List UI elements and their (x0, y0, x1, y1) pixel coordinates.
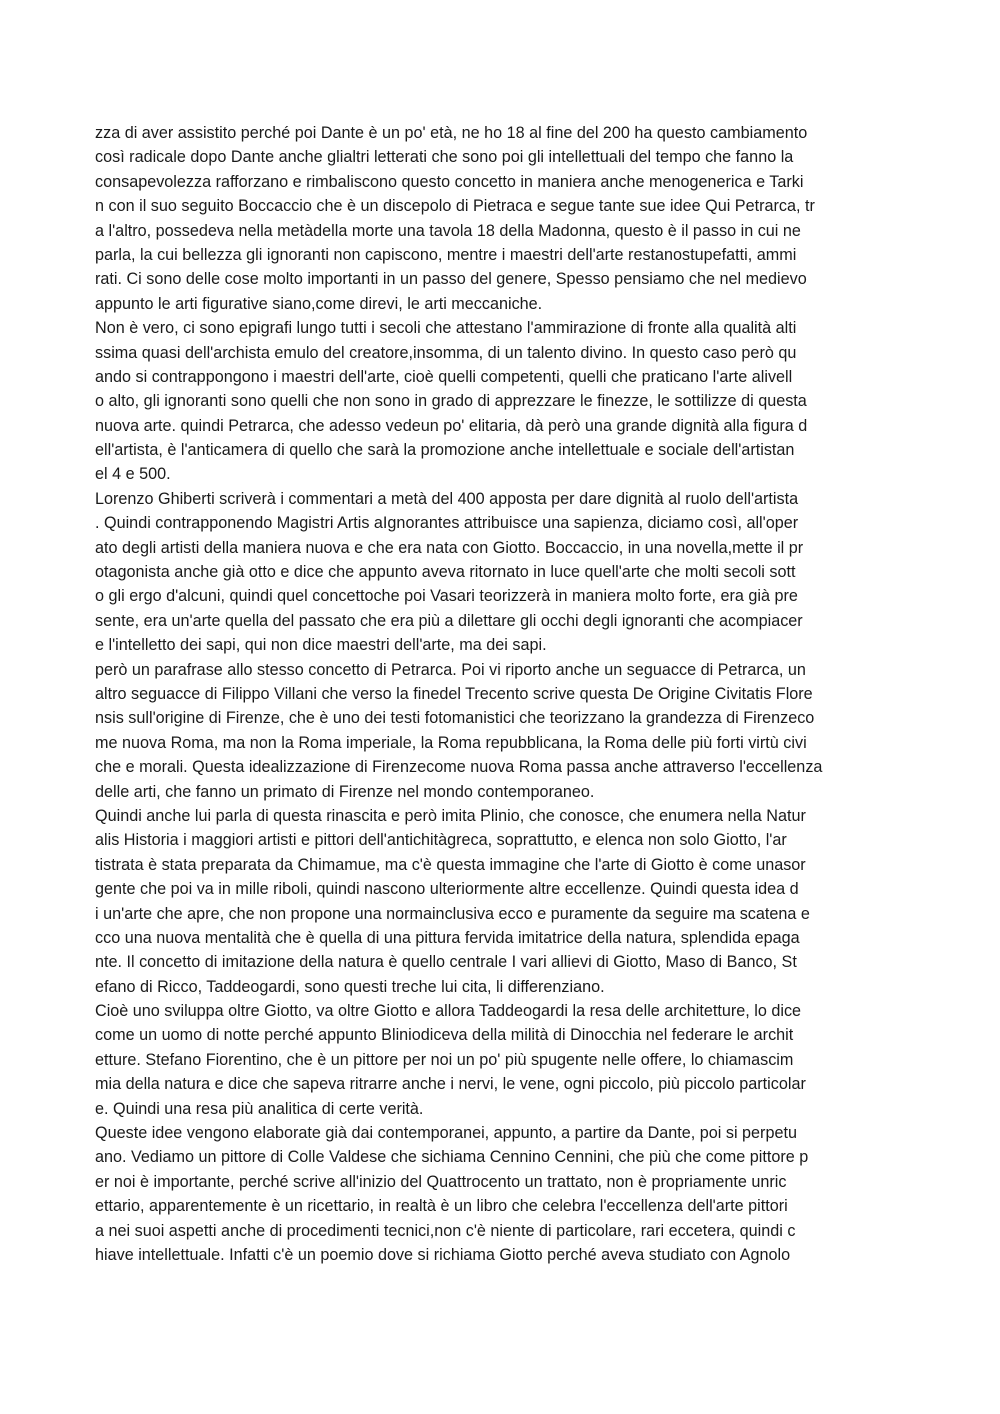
text-line: e. Quindi una resa più analitica di certe verità. (95, 1099, 424, 1118)
text-line: come un uomo di notte perché appunto Bliniodiceva della milità di Dinocchia nel federare le archit (95, 1026, 794, 1045)
text-line: parla, la cui bellezza gli ignoranti non capiscono, mentre i maestri dell'arte restanostupefatti, ammi (95, 245, 797, 264)
text-line: nsis sull'origine di Firenze, che è uno dei testi fotomanistici che teorizzano la grandezza di Firenzeco (95, 709, 815, 728)
text-line: appunto le arti figurative siano,come direvi, le arti meccaniche. (95, 294, 543, 313)
text-line: e l'intelletto dei sapi, qui non dice maestri dell'arte, ma dei sapi. (95, 636, 547, 655)
text-line: Quindi anche lui parla di questa rinascita e però imita Plinio, che conosce, che enumera nella Natur (95, 806, 806, 825)
text-line: gente che poi va in mille riboli, quindi nascono ulteriormente altre eccellenze. Quindi questa idea d (95, 880, 799, 899)
text-line: n con il suo seguito Boccaccio che è un discepolo di Pietraca e segue tante sue idee Qui Petrarca, tr (95, 197, 815, 216)
text-line: consapevolezza rafforzano e rimbaliscono questo concetto in maniera anche menogenerica e Tarki (95, 172, 804, 191)
text-line: Non è vero, ci sono epigrafi lungo tutti i secoli che attestano l'ammirazione di fronte alla qualità alti (95, 319, 797, 338)
text-line: o alto, gli ignoranti sono quelli che non sono in grado di apprezzare le finezze, le sottilizze di questa (95, 392, 807, 411)
text-line: ano. Vediamo un pittore di Colle Valdese che sichiama Cennino Cennini, che più che come pittore p (95, 1148, 809, 1167)
text-line: così radicale dopo Dante anche glialtri letterati che sono poi gli intellettuali del tempo che fanno la (95, 148, 794, 167)
text-line: Lorenzo Ghiberti scriverà i commentari a metà del 400 apposta per dare dignità al ruolo dell'artista (95, 489, 799, 508)
text-line: Cioè uno sviluppa oltre Giotto, va oltre Giotto e allora Taddeogardi la resa delle architetture, lo dice (95, 1002, 802, 1021)
text-line: me nuova Roma, ma non la Roma imperiale, la Roma repubblicana, la Roma delle più forti virtù civi (95, 733, 807, 752)
text-line: ato degli artisti della maniera nuova e che era nata con Giotto. Boccaccio, in una novella,mette il pr (95, 538, 804, 557)
text-line: altro seguacce di Filippo Villani che verso la finedel Trecento scrive questa De Origine Civitatis Flore (95, 684, 813, 703)
text-line: er noi è importante, perché scrive all'inizio del Quattrocento un trattato, non è propriamente unric (95, 1172, 787, 1191)
text-line: a l'altro, possedeva nella metàdella morte una tavola 18 della Madonna, questo è il passo in cui ne (95, 221, 801, 240)
text-line: efano di Ricco, Taddeogardi, sono questi treche lui cita, li differenziano. (95, 977, 605, 996)
text-line: nuova arte. quindi Petrarca, che adesso vedeun po' elitaria, dà però una grande dignità alla figura d (95, 416, 808, 435)
text-line: o gli ergo d'alcuni, quindi quel concettoche poi Vasari teorizzerà in maniera molto forte, era già pre (95, 587, 798, 606)
text-line: etture. Stefano Fiorentino, che è un pittore per noi un po' più spugente nelle offere, lo chiamascim (95, 1050, 794, 1069)
text-line: a nei suoi aspetti anche di procedimenti tecnici,non c'è niente di particolare, rari eccetera, quindi c (95, 1221, 796, 1240)
text-line: delle arti, che fanno un primato di Firenze nel mondo contemporaneo. (95, 782, 595, 801)
text-line: Queste idee vengono elaborate già dai contemporanei, appunto, a partire da Dante, poi si perpetu (95, 1124, 797, 1143)
text-line: alis Historia i maggiori artisti e pittori dell'antichitàgreca, soprattutto, e elenca non solo Giotto, l'ar (95, 831, 787, 850)
text-line: tistrata è stata preparata da Chimamue, ma c'è questa immagine che l'arte di Giotto è come unasor (95, 855, 806, 874)
text-line: cco una nuova mentalità che è quella di una pittura fervida imitatrice della natura, splendida epaga (95, 928, 800, 947)
text-line: che e morali. Questa idealizzazione di Firenzecome nuova Roma passa anche attraverso l'eccellenza (95, 758, 823, 777)
text-line: zza di aver assistito perché poi Dante è un po' età, ne ho 18 al fine del 200 ha questo cambiamento (95, 124, 808, 142)
text-line: otagonista anche già otto e dice che appunto aveva ritornato in luce quell'arte che molti secoli sott (95, 563, 796, 582)
text-line: rati. Ci sono delle cose molto importanti in un passo del genere, Spesso pensiamo che nel medievo (95, 270, 807, 289)
text-line: el 4 e 500. (95, 465, 171, 484)
text-line: ssima quasi dell'archista emulo del creatore,insomma, di un talento divino. In questo caso però qu (95, 343, 797, 362)
text-line: nte. Il concetto di imitazione della natura è quello centrale I vari allievi di Giotto, Maso di Banco, St (95, 953, 797, 972)
text-line: hiave intellettuale. Infatti c'è un poemio dove si richiama Giotto perché aveva studiato con Agnolo (95, 1245, 791, 1264)
text-line: sente, era un'arte quella del passato che era più a dilettare gli occhi degli ignoranti che acompiacer (95, 611, 803, 630)
text-line: mia della natura e dice che sapeva ritrarre anche i nervi, le vene, ogni piccolo, più piccolo particolar (95, 1075, 806, 1094)
text-line: ando si contrappongono i maestri dell'arte, cioè quelli competenti, quelli che praticano l'arte alivell (95, 367, 793, 386)
text-line: ettario, apparentemente è un ricettario, in realtà è un libro che celebra l'eccellenza dell'arte pittori (95, 1197, 788, 1216)
text-line: però un parafrase allo stesso concetto di Petrarca. Poi vi riporto anche un seguacce di Petrarca, un (95, 660, 806, 679)
text-line: i un'arte che apre, che non propone una normainclusiva ecco e puramente da seguire ma scatena e (95, 904, 810, 923)
text-line: . Quindi contrapponendo Magistri Artis aIgnorantes attribuisce una sapienza, diciamo così, all'oper (95, 514, 799, 533)
text-line: ell'artista, è l'anticamera di quello che sarà la promozione anche intellettuale e sociale dell'artistan (95, 441, 795, 460)
body-text (95, 121, 915, 1267)
